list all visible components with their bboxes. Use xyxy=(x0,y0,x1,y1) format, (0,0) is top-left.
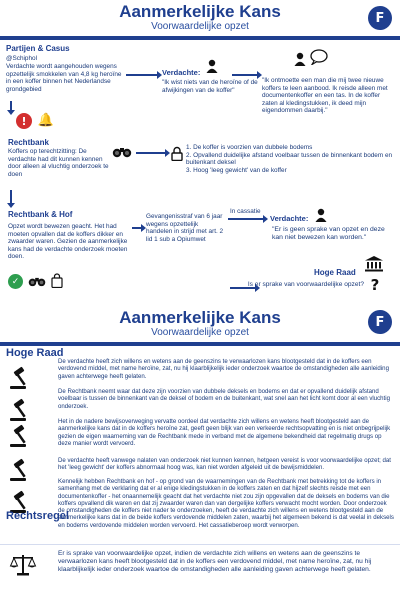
logo-icon: F xyxy=(368,310,392,334)
arrow-to-story xyxy=(232,74,258,76)
hr-heading: Hoge Raad xyxy=(6,347,64,359)
hr-point-1: De verdachte heeft zich willens en wetens aan de geenszins te verwaarlozen kans blootgesteld dat in de koffers een verdovend middel, met name heroïne, zat, nu hij klaarblijkelijk ieder onderzoek waartoe de omstandigheden alle aanleiding gaven achterwege heeft gelaten. xyxy=(58,358,389,380)
arrow-to-sentence xyxy=(132,227,142,229)
speech-bubble-icon xyxy=(309,48,329,66)
suspect-story: "Ik ontmoette een man die mij twee nieuwe koffers te leen aanbood. Ik reisde alleen met documentenkoffer en een tas. In de koffer zaten al kledingstukken, ik deed mijn eigendommen daarbij." xyxy=(262,77,388,115)
question-mark-icon: ? xyxy=(370,276,380,294)
sentence-text: Gevangenisstraf van 6 jaar wegens opzettelijk handelen in strijd met art. 2 lid 1 sub a Opiumwet xyxy=(146,213,224,243)
court-points: 1. De koffer is voorzien van dubbele bodems 2. Opvallend duidelijke afstand voelbaar tussen de binnenkant bodem en buitenkant deksel 3. Hoog 'leeg gewicht' van de koffer xyxy=(186,144,393,174)
suspect2-quote: "Er is geen sprake van opzet en deze kan niet bewezen kan worden." xyxy=(272,226,385,241)
gavel-icon xyxy=(8,398,48,424)
cassation-label: In cassatie xyxy=(230,208,261,215)
person-icon xyxy=(314,207,328,223)
hr-question: Is er sprake van voorwaardelijke opzet? xyxy=(247,281,364,288)
rule-heading: Rechtsregel xyxy=(6,510,69,522)
hr-point-3: Het in de nadere bewijsoverweging vervatte oordeel dat verdachte zich willens en wetens heeft blootgesteld aan de aanmerkelijke kans dat in de koffers heroïne zat, geeft geen blijk van een verkeerde rechtsopvatting en is niet onbegrijpelijk gezien de eigen waarneming van de Rechtbank mede in verband met de algemene bekendheid dat regelmatig drugs op deze manier wordt vervoerd. xyxy=(58,418,391,447)
hr-point-5: Kennelijk hebben Rechtbank en hof - op grond van de waarnemingen van de Rechtbank met betrekking tot de koffers in samenhang met de verklaring dat er al enige kledingstukken in de koffers zaten en dat hijzelf slechts reisde met een documentenkoffer - het onaannemelijk geacht dat het verdachte niet zou zijn opgevallen dat de deksels en bodems van die koffers opvallend dik waren en dat zij zwaarder waren dan van dergelijke koffers verwacht mocht worden. Door onderzoek de omstandigheden de koffers niet nader te onderzoeken, heeft de verdachte zich willens en wetens blootgesteld aan de aanmerkelijke kans dat in de beide koffers verdovende middelen zaten, waarbij het algemeen bekend is dat veelal in deksels en bodems verdovende middelen worden vervoerd. Het cassatieberoep wordt verworpen. xyxy=(58,478,394,529)
person-icon xyxy=(205,58,219,74)
alert-icon: ! xyxy=(16,113,32,129)
rule-text: Er is sprake van voorwaardelijke opzet, indien de verdachte zich willens en wetens aan de geenszins te verwaarlozen kans heeft blootgesteld dat in de koffers een verdovend middel, met name heroïne, zat, nu hij klaarblijkelijk ieder onderzoek waartoe de omstandigheden alle aanleiding gaven achterwege heeft gelaten. xyxy=(58,550,372,573)
case-location: @Schiphol xyxy=(6,55,38,62)
page-title-2: Aanmerkelijke Kans xyxy=(119,308,281,327)
suspect-quote: "Ik wist niets van de heroïne of de afwijkingen van de koffer" xyxy=(162,79,258,94)
bottom-header xyxy=(0,300,400,340)
header-rule-2 xyxy=(0,342,400,346)
arrow-down-1 xyxy=(10,101,12,111)
binoculars-icon xyxy=(28,275,46,288)
binoculars-icon xyxy=(112,145,132,159)
case-text: Verdachte wordt aangehouden wegens opzettelijk smokkelen van 4,8 kg heroïne in een koffer binnen het Nederlandse grondgebied xyxy=(6,63,122,93)
section-divider xyxy=(0,544,400,545)
arrow-down-2 xyxy=(10,190,12,204)
gavel-icon xyxy=(8,424,48,450)
hr-point-2: De Rechtbank neemt waar dat deze zijn voorzien van dubbele deksels en bodems en dat er opvallend duidelijk afstand voelbaar is tussen de binnenkant van de deksel of bodem en de buitenkant, wat snel aan het licht komt door al een vluchtig onderzoek. xyxy=(58,388,390,410)
check-icon: ✓ xyxy=(8,274,23,289)
suspect-label: Verdachte: xyxy=(162,68,201,77)
suspect2-label: Verdachte: xyxy=(270,214,309,223)
logo-icon: F xyxy=(368,6,392,30)
bag-icon xyxy=(50,272,64,288)
top-header xyxy=(0,0,400,34)
appeal-text: Opzet wordt bewezen geacht. Het had moeten opvallen dat de koffers dikker en zwaarder waren. Gezien de aanmerkelijke kans had de verdachte onderzoek moeten doen. xyxy=(8,223,128,261)
court-text: Koffers op terechtzitting: De verdachte had dit kunnen kennen door alleen al vluchtig onderzoek te doen xyxy=(8,148,109,178)
gavel-icon xyxy=(8,366,48,392)
hr-point-4: De verdachte heeft vanwege nalaten van onderzoek niet kunnen kennen, hetgeen vereist is voor voorwaardelijke opzet; dat het 'leeg gewicht' der koffers abnormaal hoog was, kan niet worden afgeleid uit de bewijsmiddelen. xyxy=(58,457,392,472)
person-icon xyxy=(293,51,307,67)
gavel-icon xyxy=(8,458,48,484)
appeal-heading: Rechtbank & Hof xyxy=(8,210,73,219)
lock-icon xyxy=(170,145,184,161)
page-subtitle-2: Voorwaardelijke opzet xyxy=(151,327,249,338)
bottom-infographic xyxy=(0,300,400,600)
scales-icon xyxy=(8,552,38,578)
courthouse-icon xyxy=(364,254,384,272)
page-title: Aanmerkelijke Kans xyxy=(119,2,281,21)
header-rule xyxy=(0,36,400,40)
page-subtitle: Voorwaardelijke opzet xyxy=(151,21,249,32)
hr-label: Hoge Raad xyxy=(314,268,356,277)
arrow-to-suspect2 xyxy=(228,218,264,220)
bell-icon: 🔔 xyxy=(37,112,55,128)
court-heading: Rechtbank xyxy=(8,138,49,147)
arrow-to-suspect xyxy=(126,74,158,76)
parties-heading: Partijen & Casus xyxy=(6,44,70,53)
arrow-to-points xyxy=(136,152,166,154)
